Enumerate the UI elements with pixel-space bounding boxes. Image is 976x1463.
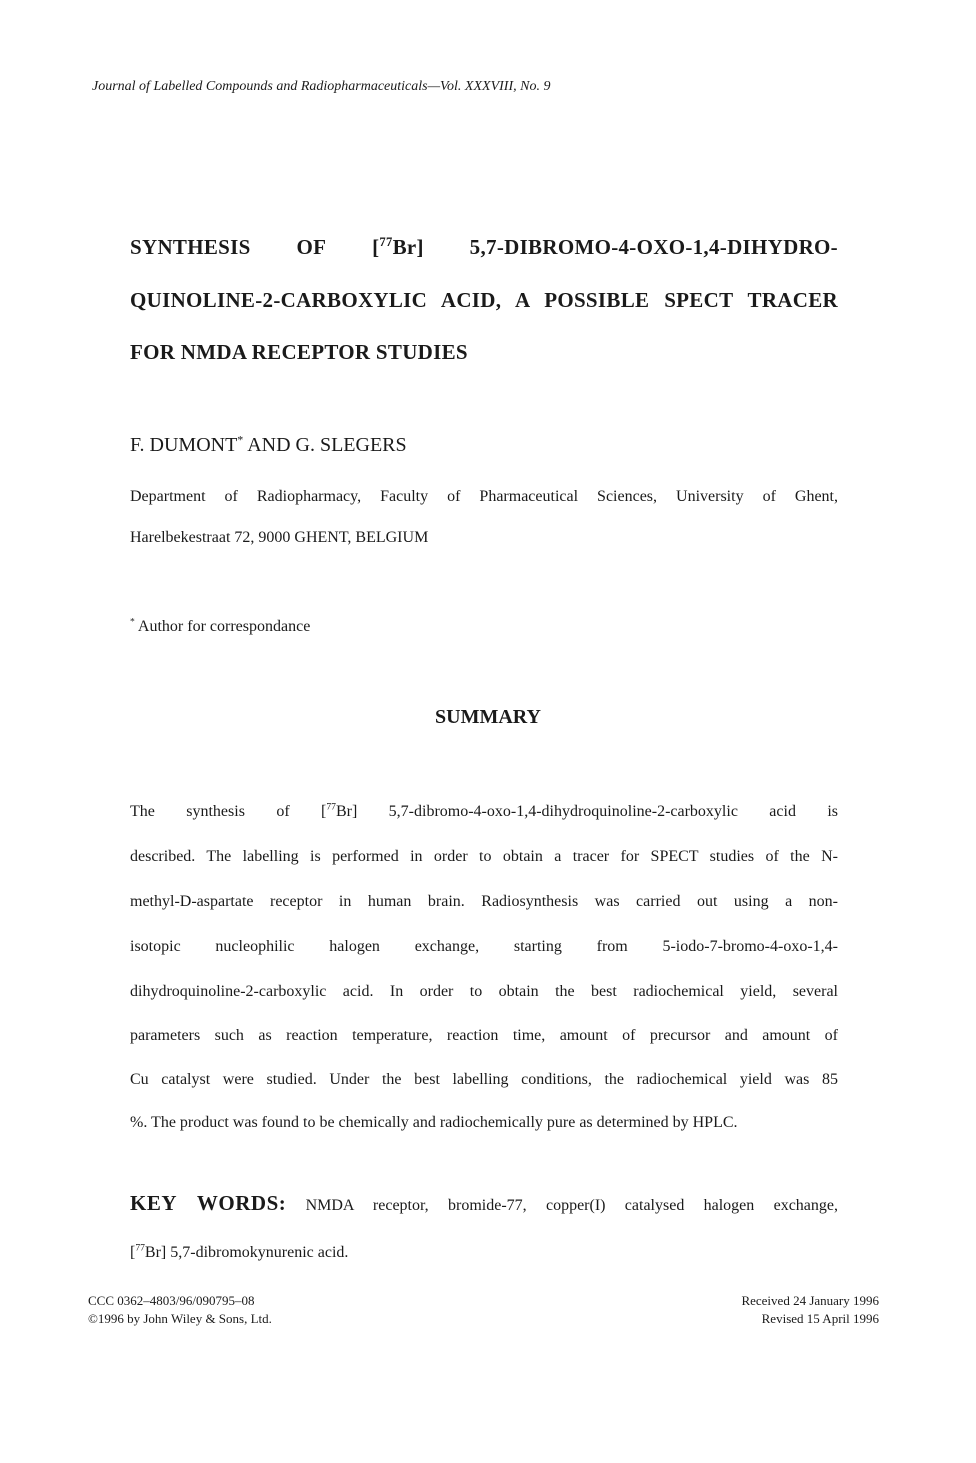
keywords-line-2 [130,1244,348,1262]
summary-line-3: methyl-D-aspartate receptor in human brain. Radiosynthesis was carried out using a non- [130,893,838,910]
keywords-line-1 [130,1191,838,1216]
footer-right [741,1292,879,1328]
summary-line-7: Cu catalyst were studied. Under the best labelling conditions, the radiochemical yield was 85 [130,1071,838,1088]
author-rest: AND G. SLEGERS [243,434,407,456]
affiliation-line-1: Department of Radiopharmacy, Faculty of Pharmaceutical Sciences, University of Ghent, [130,488,838,505]
summary-line-6: parameters such as reaction temperature, reaction time, amount of precursor and amount of [130,1027,838,1044]
correspondence-note [130,618,310,636]
keywords-text: NMDA receptor, bromide-77, copper(I) catalysed halogen exchange, [286,1197,839,1214]
keywords-isotope-mass: 77 [135,1242,145,1254]
footer-left [88,1292,272,1328]
title-isotope-rest: Br] [392,235,424,259]
keywords-isotope-rest: Br] 5,7-dibromokynurenic acid. [144,1244,349,1261]
title-line-3: FOR NMDA RECEPTOR STUDIES [130,340,468,364]
summary-heading: SUMMARY [435,706,541,728]
author-first: F. DUMONT [130,434,238,456]
author-star: * [237,432,244,447]
keywords-label: KEY WORDS: [130,1191,287,1215]
title-isotope-mass: 77 [379,235,393,249]
summary-line-4: isotopic nucleophilic halogen exchange, starting from 5-iodo-7-bromo-4-oxo-1,4- [130,938,838,955]
affiliation-line-2: Harelbekestraat 72, 9000 GHENT, BELGIUM [130,529,429,546]
title-isotope-open: [ [372,235,380,259]
correspondence-star: * [130,616,135,628]
authors [130,434,407,457]
footer-received: Received 24 January 1996 [741,1293,879,1308]
title-compound-start: 5,7-DIBROMO-4-OXO-1,4-DIHYDRO- [469,235,838,259]
title-isotope [372,235,424,260]
summary-line-8: %. The product was found to be chemically and radiochemically pure as determined by HPLC. [130,1114,738,1131]
title-word-of: OF [296,235,327,259]
summary-line-1-post: Br] 5,7-dibromo-4-oxo-1,4-dihydroquinoline-2-carboxylic acid is [335,803,838,820]
correspondence-text: Author for correspondance [134,618,311,635]
keywords-isotope-open: [ [130,1244,136,1261]
title-line-2: QUINOLINE-2-CARBOXYLIC ACID, A POSSIBLE SPECT TRACER [130,288,838,312]
footer-revised: Revised 15 April 1996 [761,1311,879,1326]
summary-line-1 [130,803,838,821]
summary-line-5: dihydroquinoline-2-carboxylic acid. In order to obtain the best radiochemical yield, several [130,983,838,1000]
summary-line-2: described. The labelling is performed in order to obtain a tracer for SPECT studies of the N- [130,848,838,865]
summary-isotope-mass: 77 [326,801,336,813]
footer-ccc: CCC 0362–4803/96/090795–08 [88,1293,255,1308]
summary-line-1-pre: The synthesis of [ [130,803,327,820]
title-line-1 [130,235,838,260]
title-word-synthesis: SYNTHESIS [130,235,251,259]
journal-header: Journal of Labelled Compounds and Radiopharmaceuticals—Vol. XXXVIII, No. 9 [92,79,551,94]
footer-copyright: ©1996 by John Wiley & Sons, Ltd. [88,1311,272,1326]
